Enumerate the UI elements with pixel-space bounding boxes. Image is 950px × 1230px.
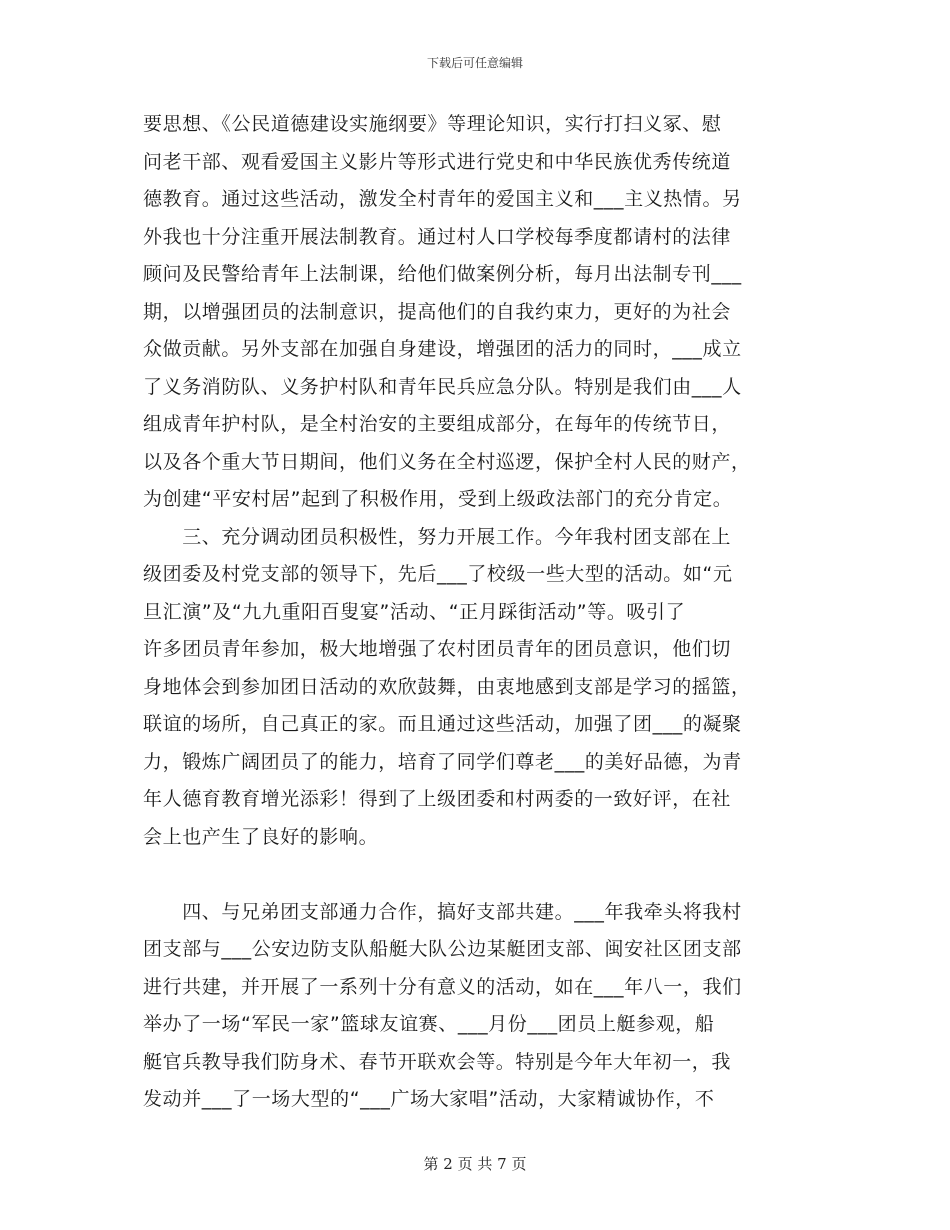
text-line: 组成青年护村队，是全村治安的主要组成部分，在每年的传统节日，	[143, 413, 732, 435]
text-line: 发动并___了一场大型的“___广场大家唱”活动，大家精诚协作，不	[143, 1088, 715, 1110]
text-line: 团支部与___公安边防支队船艇大队公边某艇团支部、闽安社区团支部	[143, 938, 742, 960]
text-line: 力，锻炼广阔团员了的能力，培育了同学们尊老___的美好品德，为青	[143, 750, 742, 773]
page-number-footer: 第 2 页 共 7 页	[423, 1155, 527, 1173]
text-line: 联谊的场所，自己真正的家。而且通过这些活动，加强了团___的凝聚	[143, 713, 742, 735]
text-line: 举办了一场“军民一家”篮球友谊赛、___月份___团员上艇参观，船	[143, 1013, 715, 1035]
text-line: 外我也十分注重开展法制教育。通过村人口学校每季度都请村的法律	[143, 225, 732, 248]
document-body	[143, 106, 807, 1119]
text-line: 了义务消防队、义务护村队和青年民兵应急分队。特别是我们由___人	[143, 375, 742, 398]
text-line: 期，以增强团员的法制意识，提高他们的自我约束力，更好的为社会	[143, 300, 732, 323]
text-line: 要思想、《公民道德建设实施纲要》等理论知识，实行打扫义冢、慰	[143, 113, 722, 135]
text-line: 问老干部、观看爱国主义影片等形式进行党史和中华民族优秀传统道	[143, 150, 732, 173]
text-line: 以及各个重大节日期间，他们义务在全村巡逻，保护全村人民的财产，	[143, 450, 751, 473]
text-line: 旦汇演”及“九九重阳百叟宴”活动、“正月踩街活动”等。吸引了	[143, 600, 686, 623]
text-line: 四、与兄弟团支部通力合作，搞好支部共建。___年我牵头将我村	[143, 900, 742, 923]
paragraph-gap	[143, 856, 807, 894]
text-line: 许多团员青年参加，极大地增强了农村团员青年的团员意识，他们切	[143, 638, 732, 660]
text-line: 德教育。通过这些活动，激发全村青年的爱国主义和___主义热情。另	[143, 188, 742, 210]
text-line: 艇官兵教导我们防身术、春节开联欢会等。特别是今年大年初一，我	[143, 1050, 732, 1073]
text-line: 年人德育教育增光添彩！得到了上级团委和村两委的一致好评，在社	[143, 788, 732, 810]
text-line: 会上也产生了良好的影响。	[143, 825, 379, 848]
text-line: 进行共建，并开展了一系列十分有意义的活动，如在___年八一，我们	[143, 975, 742, 998]
text-line: 为创建“平安村居”起到了积极作用，受到上级政法部门的充分肯定。	[143, 488, 733, 510]
text-line: 众做贡献。另外支部在加强自身建设，增强团的活力的同时，___成立	[143, 338, 742, 360]
page-header-note: 下载后可任意编辑	[426, 56, 523, 70]
text-line: 身地体会到参加团日活动的欢欣鼓舞，由衷地感到支部是学习的摇篮，	[143, 675, 751, 698]
text-line: 级团委及村党支部的领导下，先后___了校级一些大型的活动。如“元	[143, 563, 733, 585]
text-line: 顾问及民警给青年上法制课，给他们做案例分析，每月出法制专刊___	[143, 263, 742, 285]
text-line: 三、充分调动团员积极性，努力开展工作。今年我村团支部在上	[143, 525, 732, 548]
